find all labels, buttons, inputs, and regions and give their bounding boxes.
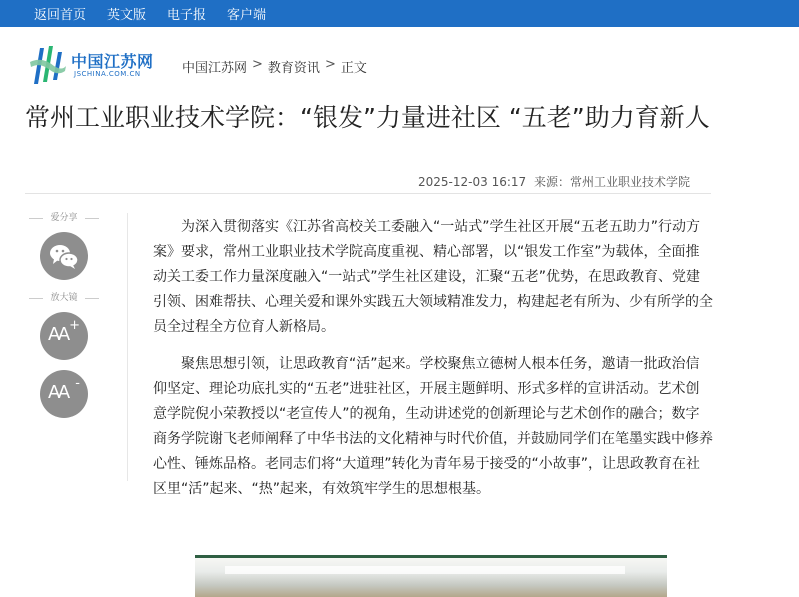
article-source: 来源：常州工业职业技术学院 bbox=[533, 175, 690, 189]
font-enlarge-icon: AA bbox=[48, 324, 68, 345]
breadcrumb-separator: > bbox=[252, 57, 263, 72]
font-shrink-button[interactable] bbox=[40, 370, 88, 418]
title-divider bbox=[25, 193, 711, 194]
side-toolbar bbox=[25, 210, 103, 428]
nav-app-link[interactable]: 客户端 bbox=[227, 8, 267, 23]
site-logo[interactable] bbox=[28, 44, 158, 88]
logo-english-text: JSCHINA.COM.CN bbox=[74, 70, 141, 78]
wechat-share-button[interactable] bbox=[40, 232, 88, 280]
article-paragraph: 为深入贯彻落实《江苏省高校关工委融入“一站式”学生社区开展“五老五助力”行动方案》要求，常州工业职业技术学院高度重视、精心部署，以“银发工作室”为载体，全面推动关工委工作力量深度融入“一站式”学生社区建设，汇聚“五老”优势，在思政教育、党建引领、困难帮扶、心理关爱和课外实践五大领域精准发力，构建起老有所为、少有所学的全员全过程全方位育人新格局。 bbox=[153, 219, 713, 335]
wechat-icon bbox=[40, 232, 88, 280]
article-paragraph: 聚焦思想引领，让思政教育“活”起来。学校聚焦立德树人根本任务，邀请一批政治信仰坚定、理论功底扎实的“五老”进驻社区，开展主题鲜明、形式多样的宣讲活动。艺术创意学院倪小荣教授以“老宣传人”的视角，生动讲述党的创新理论与艺术创作的融合；数字商务学院谢飞老师阐释了中华书法的文化精神与时代价值，并鼓励同学们在笔墨实践中修养心性、锤炼品格。老同志们将“大道理”转化为青年易于接受的“小故事”，让思政教育在社区里“活”起来、“热”起来，有效筑牢学生的思想根基。 bbox=[153, 356, 713, 497]
top-nav-bar bbox=[0, 0, 799, 27]
plus-icon: + bbox=[69, 318, 80, 333]
zoom-label: 放大镜 bbox=[25, 290, 103, 306]
article-image bbox=[195, 555, 667, 597]
toolbar-divider bbox=[127, 213, 128, 481]
logo-mark-icon bbox=[28, 44, 68, 88]
logo-chinese-text: 中国江苏网 bbox=[71, 52, 154, 71]
article-title: 常州工业职业技术学院：“银发”力量进社区 “五老”助力育新人 bbox=[25, 103, 710, 132]
breadcrumb-current: 正文 bbox=[340, 61, 367, 76]
breadcrumb-separator: > bbox=[324, 57, 336, 72]
font-enlarge-button[interactable] bbox=[40, 312, 88, 360]
breadcrumb bbox=[182, 57, 367, 76]
article-date: 2025-12-03 16:17 bbox=[418, 175, 527, 189]
article-meta bbox=[414, 173, 690, 190]
share-label: 爱分享 bbox=[25, 210, 103, 226]
top-nav bbox=[34, 0, 287, 27]
nav-english-link[interactable]: 英文版 bbox=[107, 8, 147, 23]
nav-home-link[interactable]: 返回首页 bbox=[34, 8, 87, 23]
nav-epaper-link[interactable]: 电子报 bbox=[167, 8, 207, 23]
font-shrink-icon: AA bbox=[48, 382, 68, 403]
article-body bbox=[153, 215, 713, 514]
breadcrumb-home[interactable]: 中国江苏网 bbox=[182, 61, 248, 76]
breadcrumb-education[interactable]: 教育资讯 bbox=[267, 61, 320, 76]
minus-icon: - bbox=[75, 376, 80, 391]
